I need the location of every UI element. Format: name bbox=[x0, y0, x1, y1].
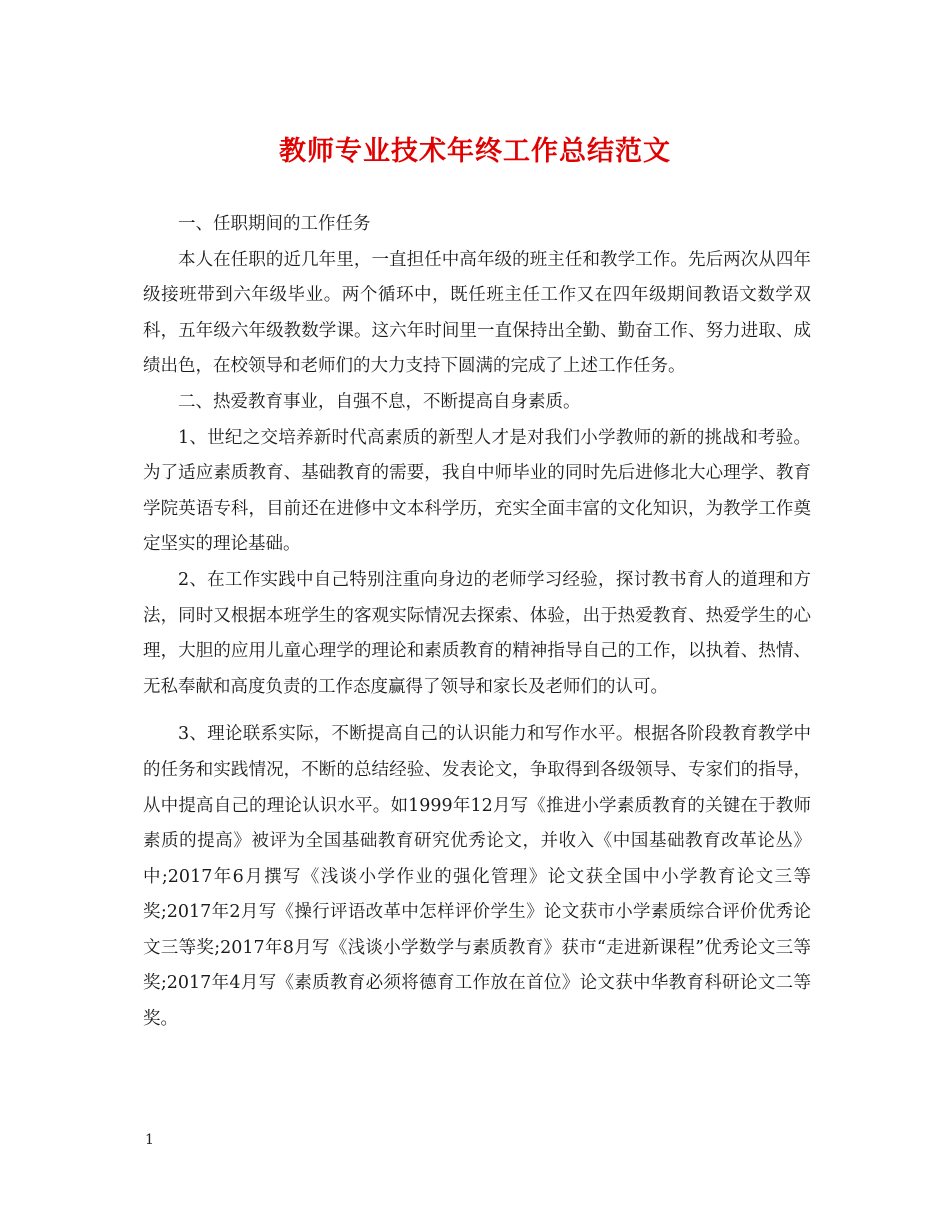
section-heading-tasks: 一、任职期间的工作任务 bbox=[178, 214, 371, 234]
document-body bbox=[143, 207, 811, 1038]
paragraph-item-3: 3、理论联系实际，不断提高自己的认识能力和写作水平。根据各阶段教育教学中的任务和实践情况，不断的总结经验、发表论文，争取得到各级领导、专家们的指导，从中提高自己的理论认识水平。如1999年12月写《推进小学素质教育的关键在于教师素质的提高》被评为全国基础教育研究优秀论文，并收入《中国基础教育改革论丛》中;2017年6月撰写《浅谈小学作业的强化管理》论文获全国中小学教育论文三等奖;2017年2月写《操行评语改革中怎样评价学生》论文获市小学素质综合评价优秀论文三等奖;2017年8月写《浅谈小学数学与素质教育》获市“走进新课程”优秀论文三等奖;2017年4月写《素质教育必须将德育工作放在首位》论文获中华教育科研论文二等奖。 bbox=[143, 724, 811, 1030]
paragraph-item-2: 2、在工作实践中自己特别注重向身边的老师学习经验，探讨教书育人的道理和方法，同时又根据本班学生的客观实际情况去探索、体验，出于热爱教育、热爱学生的心理，大胆的应用儿童心理学的理论和素质教育的精神指导自己的工作，以执着、热情、无私奉献和高度负责的工作态度赢得了领导和家长及老师们的认可。 bbox=[143, 569, 811, 697]
section-heading-self-improvement: 二、热爱教育事业，自强不息，不断提高自身素质。 bbox=[178, 391, 581, 412]
paragraph-work-tasks: 本人在任职的近几年里，一直担任中高年级的班主任和教学工作。先后两次从四年级接班带到六年级毕业。两个循环中，既任班主任工作又在四年级期间教语文数学双科，五年级六年级教数学课。这六年时间里一直保持出全勤、勤奋工作、努力进取、成绩出色，在校领导和老师们的大力支持下圆满的完成了上述工作任务。 bbox=[143, 249, 811, 377]
document-title: 教师专业技术年终工作总结范文 bbox=[279, 136, 671, 167]
paragraph-item-1: 1、世纪之交培养新时代高素质的新型人才是对我们小学教师的新的挑战和考验。为了适应素质教育、基础教育的需要，我自中师毕业的同时先后进修北大心理学、教育学院英语专科，目前还在进修中文本科学历，充实全面丰富的文化知识，为教学工作奠定坚实的理论基础。 bbox=[143, 427, 811, 555]
page-number: 1 bbox=[145, 1132, 154, 1148]
